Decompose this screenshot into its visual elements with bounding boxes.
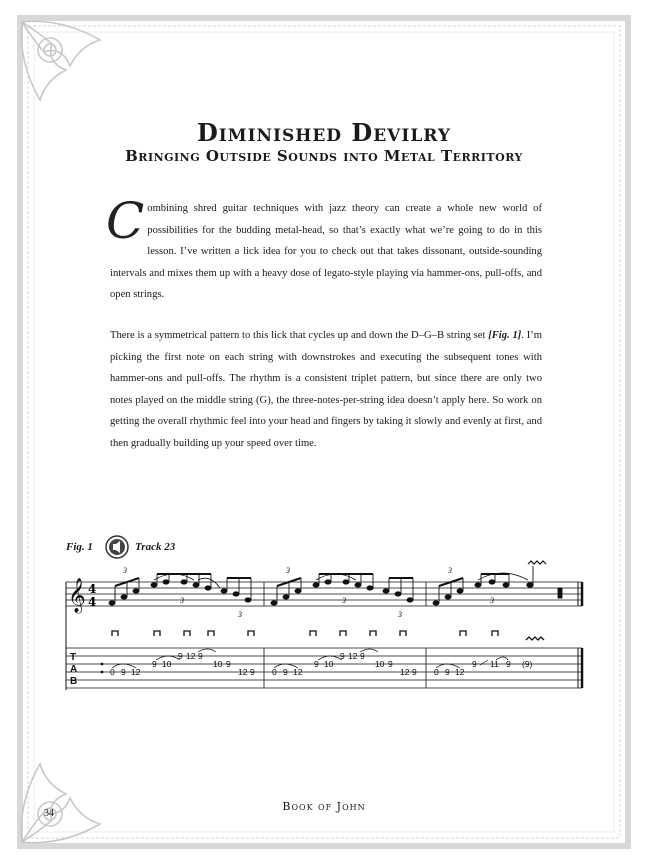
- tab-number: 10: [324, 659, 334, 669]
- page-number: 34: [44, 808, 54, 819]
- triplet-mark: 3: [398, 610, 402, 619]
- tab-number: 9: [445, 667, 450, 677]
- repeat-dots: [101, 663, 104, 674]
- article-subtitle: Bringing Outside Sounds into Metal Territory: [125, 147, 523, 165]
- tab-number: 12: [238, 667, 248, 677]
- triplet-mark: 3: [490, 596, 494, 605]
- note-head: [475, 583, 481, 587]
- pick-stroke-marks: [112, 631, 544, 640]
- track-label: Track 23: [135, 541, 176, 553]
- tab-letter: T: [70, 652, 77, 663]
- tab-number: 9: [198, 651, 203, 661]
- note-head: [109, 601, 115, 605]
- tab-number: 12: [186, 651, 196, 661]
- figure-reference: [Fig. 1]: [488, 330, 522, 341]
- treble-clef-icon: 𝄞: [68, 578, 86, 613]
- body-paragraph-start: There is a symmetrical pattern to this lick that cycles up and down the D–G–B string set: [110, 330, 489, 341]
- triplet-mark: 3: [286, 566, 290, 575]
- tab-clef: [70, 652, 77, 687]
- tab-number: 9: [506, 659, 511, 669]
- tab-number: 12: [348, 651, 358, 661]
- note-head: [343, 580, 349, 584]
- tab-number: 9: [226, 659, 231, 669]
- intro-paragraph-text: ombining shred guitar techniques with jazz theory can create a whole new world of possibilities for the budding metal-head, so that’s exactly what we’re going to do in this lesson. I’ve written a lick idea for you to check out that takes dissonant, outside-sounding intervals and mixes them up with a heavy dose of legato-style playing via hammer-ons, pull-offs, and open strings.: [110, 203, 542, 301]
- tab-number: 12: [455, 667, 465, 677]
- tab-number: (9): [522, 659, 533, 669]
- triplet-mark: 3: [238, 610, 242, 619]
- note-head: [121, 595, 127, 599]
- note-head: [283, 595, 289, 599]
- note-head: [221, 589, 227, 593]
- music-notation: [60, 556, 590, 696]
- book-title-footer: Book of John: [282, 800, 366, 813]
- note-head: [133, 589, 139, 593]
- note-head: [163, 580, 169, 584]
- tab-number: 9: [283, 667, 288, 677]
- body-paragraph: [110, 325, 542, 455]
- tab-number: 0: [434, 667, 439, 677]
- tab-number: 9: [360, 651, 365, 661]
- triplet-mark: 3: [448, 566, 452, 575]
- tab-number: 10: [375, 659, 385, 669]
- note-head: [325, 580, 331, 584]
- note-head: [181, 580, 187, 584]
- note-head: [395, 592, 401, 596]
- tab-number: 9: [152, 659, 157, 669]
- tab-number: 10: [213, 659, 223, 669]
- tab-number: 0: [110, 667, 115, 677]
- tab-number: 9: [412, 667, 417, 677]
- note-head: [445, 595, 451, 599]
- tab-number: 12: [293, 667, 303, 677]
- tab-number: 12: [131, 667, 141, 677]
- note-head: [233, 592, 239, 596]
- time-signature-bottom: 4: [88, 595, 97, 609]
- note-head: [457, 589, 463, 593]
- note-head: [245, 598, 251, 602]
- triplet-mark: 3: [180, 596, 184, 605]
- drop-cap: C: [106, 192, 145, 250]
- note-head: [205, 586, 211, 590]
- note-head: [367, 586, 373, 590]
- triplet-mark: 3: [123, 566, 127, 575]
- figure-label: Fig. 1: [66, 541, 93, 553]
- note-head: [489, 580, 495, 584]
- tab-number: 9: [178, 651, 183, 661]
- intro-paragraph: [106, 192, 542, 306]
- tab-letter: B: [70, 676, 78, 687]
- note-head: [383, 589, 389, 593]
- standard-staff: [66, 582, 582, 690]
- triplet-mark: 3: [342, 596, 346, 605]
- note-head: [407, 598, 413, 602]
- tab-number: 12: [400, 667, 410, 677]
- tab-number: 9: [121, 667, 126, 677]
- note-head: [295, 589, 301, 593]
- note-head: [355, 583, 361, 587]
- article-title: Diminished Devilry: [196, 118, 452, 147]
- tab-number: 9: [314, 659, 319, 669]
- tab-number: 0: [272, 667, 277, 677]
- note-head: [503, 583, 509, 587]
- measure-3-notes: [433, 561, 562, 605]
- note-head: [313, 583, 319, 587]
- tab-letter: A: [70, 664, 78, 675]
- tab-number: 9: [472, 659, 477, 669]
- tab-number: 10: [162, 659, 172, 669]
- tab-number: 9: [388, 659, 393, 669]
- note-head: [527, 583, 533, 588]
- tab-number: 9: [250, 667, 255, 677]
- time-signature-top: 4: [88, 582, 97, 596]
- note-head: [151, 583, 157, 587]
- note-head: [193, 583, 199, 587]
- tab-number: 9: [340, 651, 345, 661]
- note-head: [433, 601, 439, 605]
- body-paragraph-rest: . I’m picking the first note on each string with downstrokes and executing the subsequent tones with hammer-ons and pull-offs. The rhythm is a consistent triplet pattern, but since there are only two notes played on the middle string (G), the three-notes-per-string idea doesn’t apply here. So work on getting the overall rhythmic feel into your head and fingers by taking it slowly and evenly at first, and then gradually building up your speed over time.: [110, 330, 542, 449]
- tab-number: 11: [490, 659, 499, 669]
- note-head: [271, 601, 277, 605]
